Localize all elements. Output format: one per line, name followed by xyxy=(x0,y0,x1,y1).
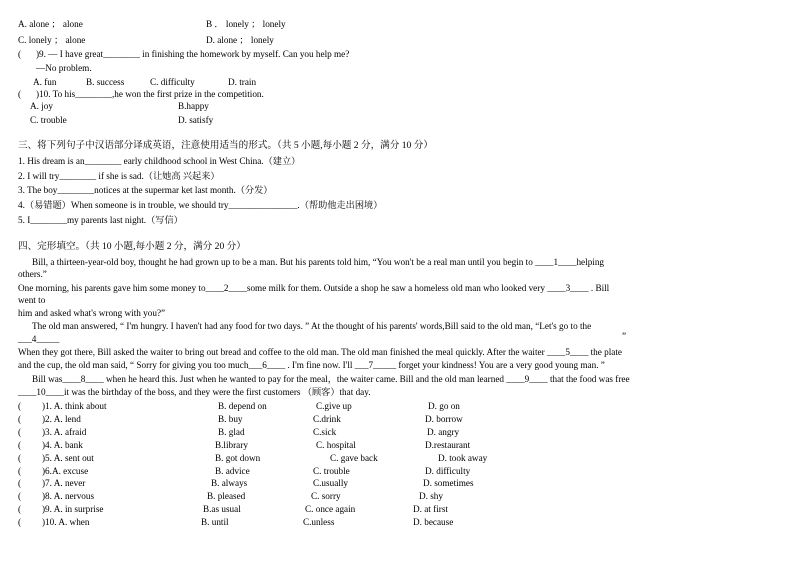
passage-line: One morning, his parents gave him some money to____2____some milk for them. Outside a shop he saw a homeless old man who looked very ____3____ . Bill xyxy=(18,283,610,293)
section3-item-2: 2. I will try________ if she is sad.（让她高 兴起来） xyxy=(18,171,220,181)
cloze-paren: ( xyxy=(18,413,22,424)
cloze-option-c: C.sick xyxy=(313,426,337,437)
section3-item-5: 5. I________my parents last night.（写信） xyxy=(18,215,183,225)
cloze-option-a: )3. A. afraid xyxy=(42,426,87,437)
q10-stem: )10. To his________,he won the first prize in the competition. xyxy=(36,89,264,99)
cloze-option-c: C.unless xyxy=(303,517,335,528)
cloze-option-d: D. go on xyxy=(428,401,460,411)
q8-option-b: B ． lonely ； lonely xyxy=(206,19,286,29)
cloze-paren: ( xyxy=(18,426,22,437)
cloze-option-c: C.usually xyxy=(313,478,348,489)
section3-item-1: 1. His dream is an________ early childhood school in West China.（建立） xyxy=(18,156,301,166)
passage-line: Bill, a thirteen-year-old boy, thought he had grown up to be a man. But his parents told him, “You won't be a real man until you begin to ____1____helping xyxy=(32,257,605,267)
q9-option-c: C. difficulty xyxy=(150,77,195,87)
passage-line: him and asked what's wrong with you?” xyxy=(18,308,166,318)
cloze-paren: ( xyxy=(18,401,22,411)
cloze-option-d: D. shy xyxy=(419,491,443,502)
cloze-option-b: B. pleased xyxy=(207,491,246,502)
q10-option-d: D. satisfy xyxy=(178,115,214,125)
cloze-option-d: D. borrow xyxy=(425,413,463,424)
cloze-option-a: )1. A. think about xyxy=(42,401,107,411)
cloze-option-d: D. angry xyxy=(427,426,460,437)
cloze-paren: ( xyxy=(18,478,22,489)
cloze-option-a: )4. A. bank xyxy=(42,439,83,450)
q9-option-d: D. train xyxy=(228,77,257,87)
cloze-option-b: B. buy xyxy=(218,413,243,424)
passage-line: Bill was____8____ when he heard this. Just when he wanted to pay for the meal，the waiter came. Bill and the old man learned ____9____ that the food was free xyxy=(32,374,630,384)
section3-heading: 三、将下列句子中汉语部分译成英语，注意使用适当的形式。（共 5 小题,每小题 2 分，满分 10 分） xyxy=(18,140,433,151)
passage-line: The old man answered, “ I'm hungry. I haven't had any food for two days. ” At the thought of his parents' words,Bill said to the old man, “Let's go to the xyxy=(32,321,592,331)
cloze-option-c: C. sorry xyxy=(311,491,341,502)
q9-reply: —No problem. xyxy=(36,63,92,73)
passage-line: ____10____it was the birthday of the boss, and they were the first customers （顾客）that day. xyxy=(18,387,371,397)
cloze-option-c: C. once again xyxy=(305,504,356,515)
cloze-option-d: D. because xyxy=(413,517,454,528)
cloze-option-a: )5. A. sent out xyxy=(42,452,94,463)
q9-option-b: B. success xyxy=(86,77,125,87)
q10-paren: ( xyxy=(18,89,22,99)
cloze-option-a: )8. A. nervous xyxy=(42,491,95,502)
q9-option-a: A. fun xyxy=(33,77,57,87)
passage-line: ___4_____ xyxy=(18,334,60,344)
cloze-option-b: B. depend on xyxy=(218,401,267,411)
cloze-paren: ( xyxy=(18,504,22,515)
q10-option-a: A. joy xyxy=(30,101,53,111)
cloze-option-a: )6.A. excuse xyxy=(42,465,89,476)
section3-item-3: 3. The boy________notices at the supermar ket last month.（分发） xyxy=(18,185,273,195)
cloze-option-d: D. took away xyxy=(438,452,488,463)
cloze-paren: ( xyxy=(18,439,22,450)
cloze-option-c: C. hospital xyxy=(316,439,356,450)
cloze-option-c: C.drink xyxy=(313,413,341,424)
cloze-paren: ( xyxy=(18,452,22,463)
q8-option-a: A. alone ； alone xyxy=(18,19,83,29)
cloze-option-b: B. until xyxy=(201,517,229,528)
cloze-option-d: D.restaurant xyxy=(425,439,471,450)
cloze-option-b: B. advice xyxy=(215,465,250,476)
cloze-option-a: )7. A. never xyxy=(42,478,86,489)
cloze-paren: ( xyxy=(18,517,22,528)
q8-option-c: C. lonely ； alone xyxy=(18,35,86,45)
cloze-option-d: D. sometimes xyxy=(423,478,474,489)
section4-heading: 四、完形填空。（共 10 小题,每小题 2 分，满分 20 分） xyxy=(18,241,246,252)
passage-line: and the cup, the old man said, “ Sorry for giving you too much___6____ . I'm fine now. I'll ___7_____ forget your kindness! You are a very good young man. ” xyxy=(18,360,605,370)
q10-option-c: C. trouble xyxy=(30,115,67,125)
passage-line: When they got there, Bill asked the waiter to bring out bread and coffee to the old man. The old man finished the meal quickly. After the waiter ____5____ the plate xyxy=(18,347,622,357)
cloze-option-c: C.give up xyxy=(316,401,352,411)
section3-item-4: 4.（易错题）When someone is in trouble, we should try_______________.（帮助他走出困境） xyxy=(18,200,383,210)
cloze-option-b: B. always xyxy=(211,478,248,489)
q10-option-b: B.happy xyxy=(178,101,209,111)
q9-paren: ( xyxy=(18,49,22,59)
cloze-option-d: D. at first xyxy=(413,504,448,515)
cloze-option-a: )9. A. in surprise xyxy=(42,504,104,515)
cloze-option-a: )10. A. when xyxy=(42,517,90,528)
cloze-option-b: B.as usual xyxy=(203,504,241,515)
cloze-option-c: C. gave back xyxy=(330,452,378,463)
cloze-paren: ( xyxy=(18,491,22,502)
cloze-option-b: B. glad xyxy=(218,426,245,437)
passage-line: others.” xyxy=(18,269,47,279)
cloze-paren: ( xyxy=(18,465,22,476)
cloze-option-a: )2. A. lend xyxy=(42,413,81,424)
q8-option-d: D. alone ； lonely xyxy=(206,35,274,45)
cloze-option-b: B. got down xyxy=(215,452,261,463)
cloze-option-b: B.library xyxy=(215,439,248,450)
passage-line: went to xyxy=(18,295,46,305)
cloze-option-d: D. difficulty xyxy=(425,465,471,476)
q9-stem: )9. — I have great________ in finishing the homework by myself. Can you help me? xyxy=(36,49,350,59)
quote-mark: ” xyxy=(622,331,627,341)
cloze-option-c: C. trouble xyxy=(313,465,350,476)
